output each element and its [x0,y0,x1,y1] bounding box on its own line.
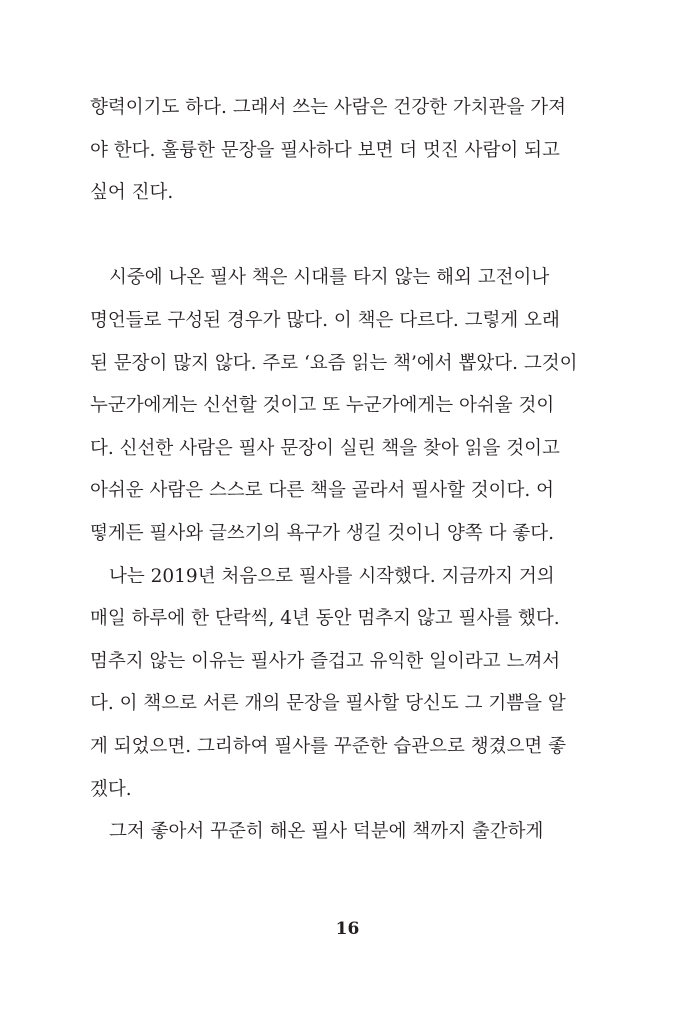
text-line: 명언들로 구성된 경우가 많다. 이 책은 다르다. 그렇게 오래 [90,309,560,331]
page-number: 16 [335,919,360,939]
text-line: 된 문장이 많지 않다. 주로 ‘요즘 읽는 책’에서 뽑았다. 그것이 [90,352,578,374]
text-line: 멈추지 않는 이유는 필사가 즐겁고 유익한 일이라고 느껴서 [90,650,561,672]
text-line: 나는 2019년 처음으로 필사를 시작했다. 지금까지 거의 [109,565,555,587]
text-line: 떻게든 필사와 글쓰기의 욕구가 생길 것이니 양쪽 다 좋다. [90,522,554,544]
text-line: 그저 좋아서 꾸준히 해온 필사 덕분에 책까지 출간하게 [109,821,544,843]
paragraph-break [90,215,605,258]
text-line: 아쉬운 사람은 스스로 다른 책을 골라서 필사할 것이다. 어 [90,480,554,502]
text-line: 누군가에게는 신선할 것이고 또 누군가에게는 아쉬울 것이 [90,395,555,417]
text-line: 다. 신선한 사람은 필사 문장이 실린 책을 찾아 읽을 것이고 [90,437,560,459]
text-line: 시중에 나온 필사 책은 시대를 타지 않는 해외 고전이나 [109,267,550,289]
text-line: 다. 이 책으로 서른 개의 문장을 필사할 당신도 그 기쁨을 알 [90,693,566,715]
text-line: 야 한다. 훌륭한 문장을 필사하다 보면 더 멋진 사람이 되고 [90,139,560,161]
text-line: 싶어 진다. [90,182,174,204]
text-line: 게 되었으면. 그리하여 필사를 꾸준한 습관으로 챙겼으면 좋 [90,735,566,757]
text-line: 향력이기도 하다. 그래서 쓰는 사람은 건강한 가치관을 가져 [90,97,566,118]
text-line: 겠다. [90,778,132,800]
page-body-text [90,87,605,854]
text-line: 매일 하루에 한 단락씩, 4년 동안 멈추지 않고 필사를 했다. [90,608,560,630]
